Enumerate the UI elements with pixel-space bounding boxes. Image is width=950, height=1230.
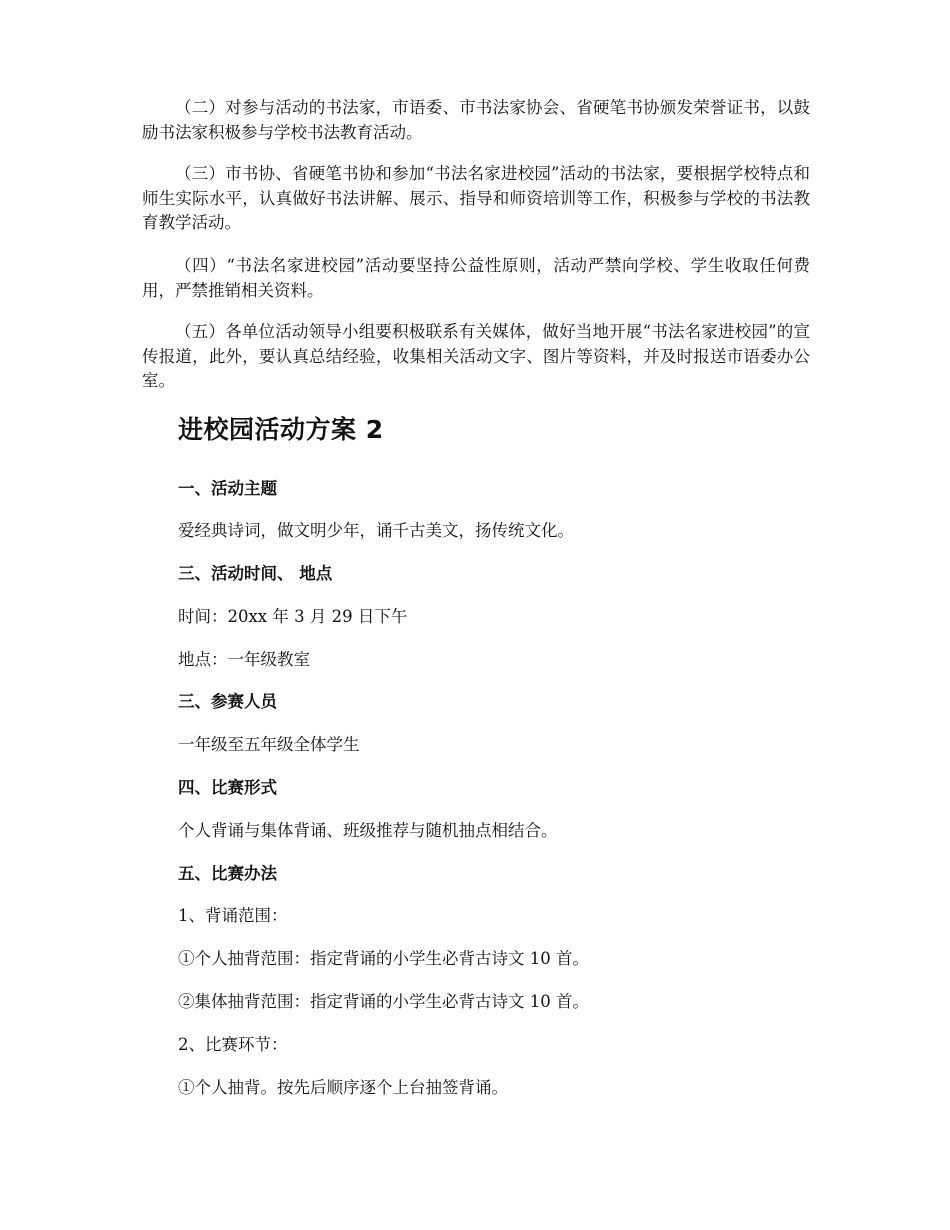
paragraph-item-2: （二）对参与活动的书法家，市语委、市书法家协会、省硬笔书协颁发荣誉证书，以鼓励书法家积极参与学校书法教育活动。 <box>142 98 810 142</box>
text-competition-stages: 2、比赛环节： <box>178 1035 288 1054</box>
text-individual-scope: ①个人抽背范围：指定背诵的小学生必背古诗文 10 首。 <box>178 949 589 968</box>
text-time: 时间：20xx 年 3 月 29 日下午 <box>178 607 408 626</box>
text-recitation-scope: 1、背诵范围： <box>178 906 288 925</box>
text-group-scope: ②集体抽背范围：指定背诵的小学生必背古诗文 10 首。 <box>178 992 589 1011</box>
text-participants: 一年级至五年级全体学生 <box>178 735 360 754</box>
heading-participants: 三、参赛人员 <box>178 692 277 711</box>
text-individual-draw: ①个人抽背。按先后顺序逐个上台抽签背诵。 <box>178 1078 508 1097</box>
paragraph-item-5: （五）各单位活动领导小组要积极联系有关媒体，做好当地开展“书法名家进校园”的宣传报道，此外，要认真总结经验，收集相关活动文字、图片等资料，并及时报送市语委办公室。 <box>142 322 810 390</box>
paragraph-item-3: （三）市书协、省硬笔书协和参加“书法名家进校园”活动的书法家，要根据学校特点和师生实际水平，认真做好书法讲解、展示、指导和师资培训等工作，积极参与学校的书法教育教学活动。 <box>142 164 810 232</box>
text-activity-theme: 爱经典诗词，做文明少年，诵千古美文，扬传统文化。 <box>178 521 574 540</box>
heading-time-place: 三、活动时间、 地点 <box>178 564 333 583</box>
heading-competition-method: 五、比赛办法 <box>178 864 277 883</box>
heading-competition-form: 四、比赛形式 <box>178 778 277 797</box>
text-competition-form: 个人背诵与集体背诵、班级推荐与随机抽点相结合。 <box>178 821 558 840</box>
text-place: 地点：一年级教室 <box>178 650 310 669</box>
paragraph-item-4: （四）“书法名家进校园”活动要坚持公益性原则，活动严禁向学校、学生收取任何费用，严禁推销相关资料。 <box>142 256 810 300</box>
heading-activity-theme: 一、活动主题 <box>178 479 277 498</box>
section-title: 进校园活动方案 2 <box>178 415 384 444</box>
